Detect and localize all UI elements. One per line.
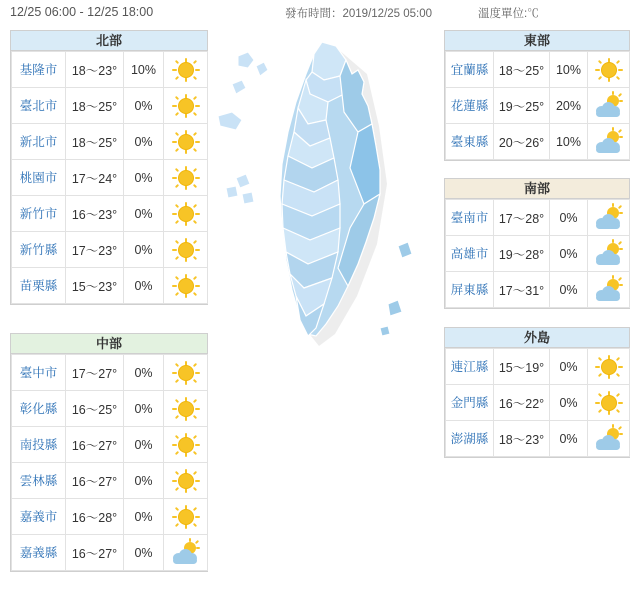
rain-prob: 0% [550,272,588,308]
weather-icon-cell [164,535,208,571]
temp-range: 19～25° [494,88,550,124]
temp-range: 16～22° [494,385,550,421]
sun-icon [171,361,201,385]
temp-range: 18～25° [494,52,550,88]
weather-icon-cell [588,124,630,160]
weather-icon-cell [164,391,208,427]
table-row[interactable] [446,200,630,236]
sun-behind-cloud-icon [594,427,624,451]
island-matsu-3[interactable] [232,80,246,94]
weather-icon-cell [164,124,208,160]
table-row[interactable] [12,88,208,124]
city-name: 雲林縣 [12,463,66,499]
island-penghu-1[interactable] [236,174,250,188]
temp-range: 20～26° [494,124,550,160]
sun-icon [171,94,201,118]
publish-time: 發布時間：2019/12/25 05:00 [285,8,433,20]
panel-north [10,30,208,305]
table-row[interactable] [12,52,208,88]
sun-icon [171,397,201,421]
table-row[interactable] [12,427,208,463]
weather-icon-cell [164,499,208,535]
city-name: 澎湖縣 [446,421,494,457]
weather-icon-cell [588,421,630,457]
city-name: 屏東縣 [446,272,494,308]
rain-prob: 0% [124,427,164,463]
table-row[interactable] [446,385,630,421]
panel-island-title: 外島 [445,328,629,348]
city-name: 新竹市 [12,196,66,232]
table-row[interactable] [12,268,208,304]
rain-prob: 10% [124,52,164,88]
table-row[interactable] [12,391,208,427]
weather-icon-cell [588,52,630,88]
weather-icon-cell [588,200,630,236]
city-name: 南投縣 [12,427,66,463]
table-row[interactable] [446,349,630,385]
rain-prob: 0% [550,421,588,457]
city-name: 嘉義市 [12,499,66,535]
table-row[interactable] [446,272,630,308]
temp-range: 16～23° [66,196,124,232]
south-table [445,199,630,308]
rain-prob: 0% [124,535,164,571]
city-name: 桃園市 [12,160,66,196]
sun-icon [171,166,201,190]
table-row[interactable] [446,88,630,124]
table-row[interactable] [446,52,630,88]
sun-behind-cloud-icon [594,206,624,230]
weather-icon-cell [588,385,630,421]
city-name: 嘉義縣 [12,535,66,571]
rain-prob: 0% [550,385,588,421]
sun-icon [171,130,201,154]
weather-icon-cell [164,463,208,499]
city-name: 高雄市 [446,236,494,272]
table-row[interactable] [12,232,208,268]
sun-behind-cloud-icon [594,278,624,302]
table-row[interactable] [446,236,630,272]
table-row[interactable] [12,535,208,571]
city-name: 連江縣 [446,349,494,385]
central-table [11,354,208,571]
city-name: 臺南市 [446,200,494,236]
temp-range: 17～27° [66,355,124,391]
sun-icon [171,202,201,226]
panel-south-title: 南部 [445,179,629,199]
rain-prob: 0% [550,349,588,385]
table-row[interactable] [446,421,630,457]
temp-range: 16～28° [66,499,124,535]
island-green-island[interactable] [398,242,412,258]
weather-icon-cell [164,355,208,391]
forecast-time-range: 12/25 06:00 - 12/25 18:00 [10,5,154,19]
rain-prob: 0% [550,200,588,236]
temp-range: 17～23° [66,232,124,268]
temperature-unit: 溫度單位:℃ [478,8,539,20]
taiwan-map[interactable] [212,28,440,378]
rain-prob: 0% [550,236,588,272]
panel-island [444,327,630,458]
city-name: 苗栗縣 [12,268,66,304]
weather-icon-cell [164,88,208,124]
island-matsu-2[interactable] [256,62,268,76]
panel-central [10,333,208,572]
temp-range: 17～24° [66,160,124,196]
table-row[interactable] [12,499,208,535]
rain-prob: 0% [124,88,164,124]
weather-icon-cell [588,88,630,124]
table-row[interactable] [12,196,208,232]
sun-icon [171,238,201,262]
sun-icon [171,58,201,82]
temp-range: 18～25° [66,88,124,124]
sun-icon [171,433,201,457]
island-orchid-island[interactable] [388,300,402,316]
city-name: 臺中市 [12,355,66,391]
sun-icon [594,58,624,82]
north-table [11,51,208,304]
east-table [445,51,630,160]
temp-range: 17～31° [494,272,550,308]
temp-range: 15～23° [66,268,124,304]
city-name: 花蓮縣 [446,88,494,124]
sun-icon [594,391,624,415]
weather-icon-cell [164,52,208,88]
city-name: 新竹縣 [12,232,66,268]
city-name: 宜蘭縣 [446,52,494,88]
rain-prob: 10% [550,52,588,88]
sun-behind-cloud-icon [594,242,624,266]
rain-prob: 0% [124,268,164,304]
weather-icon-cell [588,236,630,272]
rain-prob: 20% [550,88,588,124]
temp-range: 18～23° [494,421,550,457]
header-bar [0,0,640,26]
temp-range: 17～28° [494,200,550,236]
temp-range: 15～19° [494,349,550,385]
temp-range: 18～23° [66,52,124,88]
rain-prob: 0% [124,355,164,391]
temp-range: 16～27° [66,535,124,571]
city-name: 金門縣 [446,385,494,421]
temp-range: 16～27° [66,463,124,499]
panel-east-title: 東部 [445,31,629,51]
temp-range: 19～28° [494,236,550,272]
weather-icon-cell [164,160,208,196]
rain-prob: 10% [550,124,588,160]
sun-icon [171,274,201,298]
temp-range: 16～27° [66,427,124,463]
city-name: 彰化縣 [12,391,66,427]
table-row[interactable] [12,160,208,196]
weather-icon-cell [164,268,208,304]
sun-icon [171,469,201,493]
rain-prob: 0% [124,196,164,232]
panel-south [444,178,630,309]
sun-behind-cloud-icon [594,94,624,118]
weather-icon-cell [164,196,208,232]
sun-behind-cloud-icon [171,541,201,565]
island-kinmen[interactable] [218,112,242,130]
table-row[interactable] [12,124,208,160]
rain-prob: 0% [124,499,164,535]
table-row[interactable] [446,124,630,160]
rain-prob: 0% [124,391,164,427]
sun-behind-cloud-icon [594,130,624,154]
taiwan-map-svg[interactable] [212,28,440,378]
panel-east [444,30,630,161]
panel-central-title: 中部 [11,334,207,354]
weather-icon-cell [588,272,630,308]
temp-range: 16～25° [66,391,124,427]
city-name: 新北市 [12,124,66,160]
island-matsu-1[interactable] [238,52,254,68]
rain-prob: 0% [124,463,164,499]
table-row[interactable] [12,355,208,391]
sun-icon [171,505,201,529]
sun-icon [594,355,624,379]
temp-range: 18～25° [66,124,124,160]
island-table [445,348,630,457]
weather-icon-cell [164,427,208,463]
city-name: 基隆市 [12,52,66,88]
weather-icon-cell [588,349,630,385]
rain-prob: 0% [124,124,164,160]
island-penghu-2[interactable] [226,186,238,198]
city-name: 臺北市 [12,88,66,124]
island-penghu-3[interactable] [242,192,254,204]
table-row[interactable] [12,463,208,499]
island-small-orchid[interactable] [380,326,390,336]
city-name: 臺東縣 [446,124,494,160]
rain-prob: 0% [124,232,164,268]
panel-north-title: 北部 [11,31,207,51]
rain-prob: 0% [124,160,164,196]
weather-icon-cell [164,232,208,268]
